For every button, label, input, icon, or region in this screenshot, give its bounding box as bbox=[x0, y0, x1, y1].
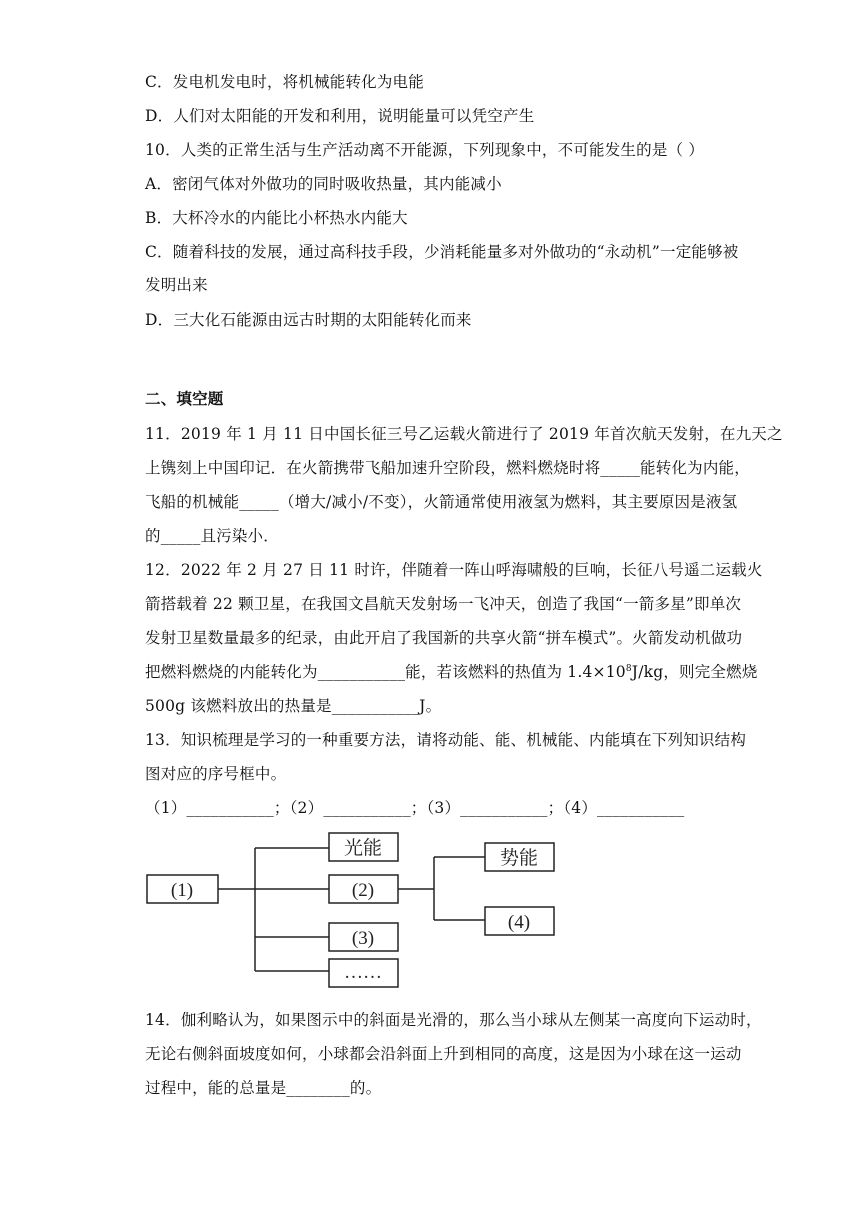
question-11-line1: 11．2019 年 1 月 11 日中国长征三号乙运载火箭进行了 2019 年首次航天发射，在九天之 bbox=[145, 425, 783, 443]
option-10d: D．三大化石能源由远古时期的太阳能转化而来 bbox=[145, 311, 472, 329]
option-10c: C．随着科技的发展，通过高科技手段，少消耗能量多对外做功的“永动机”一定能够被 bbox=[145, 243, 739, 261]
question-11-line2: 上镌刻上中国印记．在火箭携带飞船加速升空阶段，燃料燃烧时将_____能转化为内能， bbox=[145, 459, 750, 477]
box-1-label: (1) bbox=[170, 880, 194, 901]
question-14-line2: 无论右侧斜面坡度如何，小球都会沿斜面上升到相同的高度，这是因为小球在这一运动 bbox=[145, 1045, 742, 1063]
box-more-label: …… bbox=[344, 962, 382, 983]
question-14-line3: 过程中，能的总量是________的。 bbox=[145, 1079, 382, 1097]
question-11-line4: 的_____且污染小． bbox=[145, 527, 279, 545]
q12-text-b: J/kg，则完全燃烧 bbox=[631, 663, 758, 681]
section-title: 二、填空题 bbox=[145, 389, 224, 408]
box-2-label: (2) bbox=[351, 880, 375, 901]
box-potential-label: 势能 bbox=[499, 848, 539, 869]
option-10c-cont: 发明出来 bbox=[145, 276, 208, 294]
question-13-blanks: （1）___________；（2）___________；（3）___________；（4）___________ bbox=[145, 799, 685, 817]
question-12-line2: 箭搭载着 22 颗卫星，在我国文昌航天发射场一飞冲天，创造了我国“一箭多星”即单次 bbox=[145, 595, 742, 613]
question-12-line5: 500g 该燃料放出的热量是___________J。 bbox=[145, 697, 442, 715]
q12-exponent: 8 bbox=[625, 663, 632, 674]
question-13-line1: 13．知识梳理是学习的一种重要方法，请将动能、能、机械能、内能填在下列知识结构 bbox=[145, 731, 747, 749]
option-10b: B．大杯冷水的内能比小杯热水内能大 bbox=[145, 209, 408, 227]
question-10: 10．人类的正常生活与生产活动离不开能源，下列现象中，不可能发生的是（ ） bbox=[145, 141, 705, 159]
option-9c: C．发电机发电时，将机械能转化为电能 bbox=[145, 73, 424, 91]
question-13-line2: 图对应的序号框中。 bbox=[145, 765, 287, 783]
box-3-label: (3) bbox=[351, 928, 375, 949]
box-4-label: (4) bbox=[507, 912, 531, 933]
question-11-line3: 飞船的机械能_____（增大/减小/不变），火箭通常使用液氢为燃料，其主要原因是液氢 bbox=[145, 493, 738, 511]
q12-text-a: 把燃料燃烧的内能转化为___________能，若该燃料的热值为 1.4×10 bbox=[145, 663, 626, 681]
box-light-label: 光能 bbox=[343, 838, 383, 859]
option-10a: A．密闭气体对外做功的同时吸收热量，其内能减小 bbox=[145, 175, 502, 193]
question-14-line1: 14．伽利略认为，如果图示中的斜面是光滑的，那么当小球从左侧某一高度向下运动时， bbox=[145, 1011, 762, 1029]
option-9d: D．人们对太阳能的开发和利用，说明能量可以凭空产生 bbox=[145, 107, 535, 125]
question-12-line3: 发射卫星数量最多的纪录，由此开启了我国新的共享火箭“拼车模式”。火箭发动机做功 bbox=[145, 629, 743, 647]
question-12-line1: 12．2022 年 2 月 27 日 11 时许，伴随着一阵山呼海啸般的巨响，长征八号遥二运载火 bbox=[145, 561, 763, 579]
